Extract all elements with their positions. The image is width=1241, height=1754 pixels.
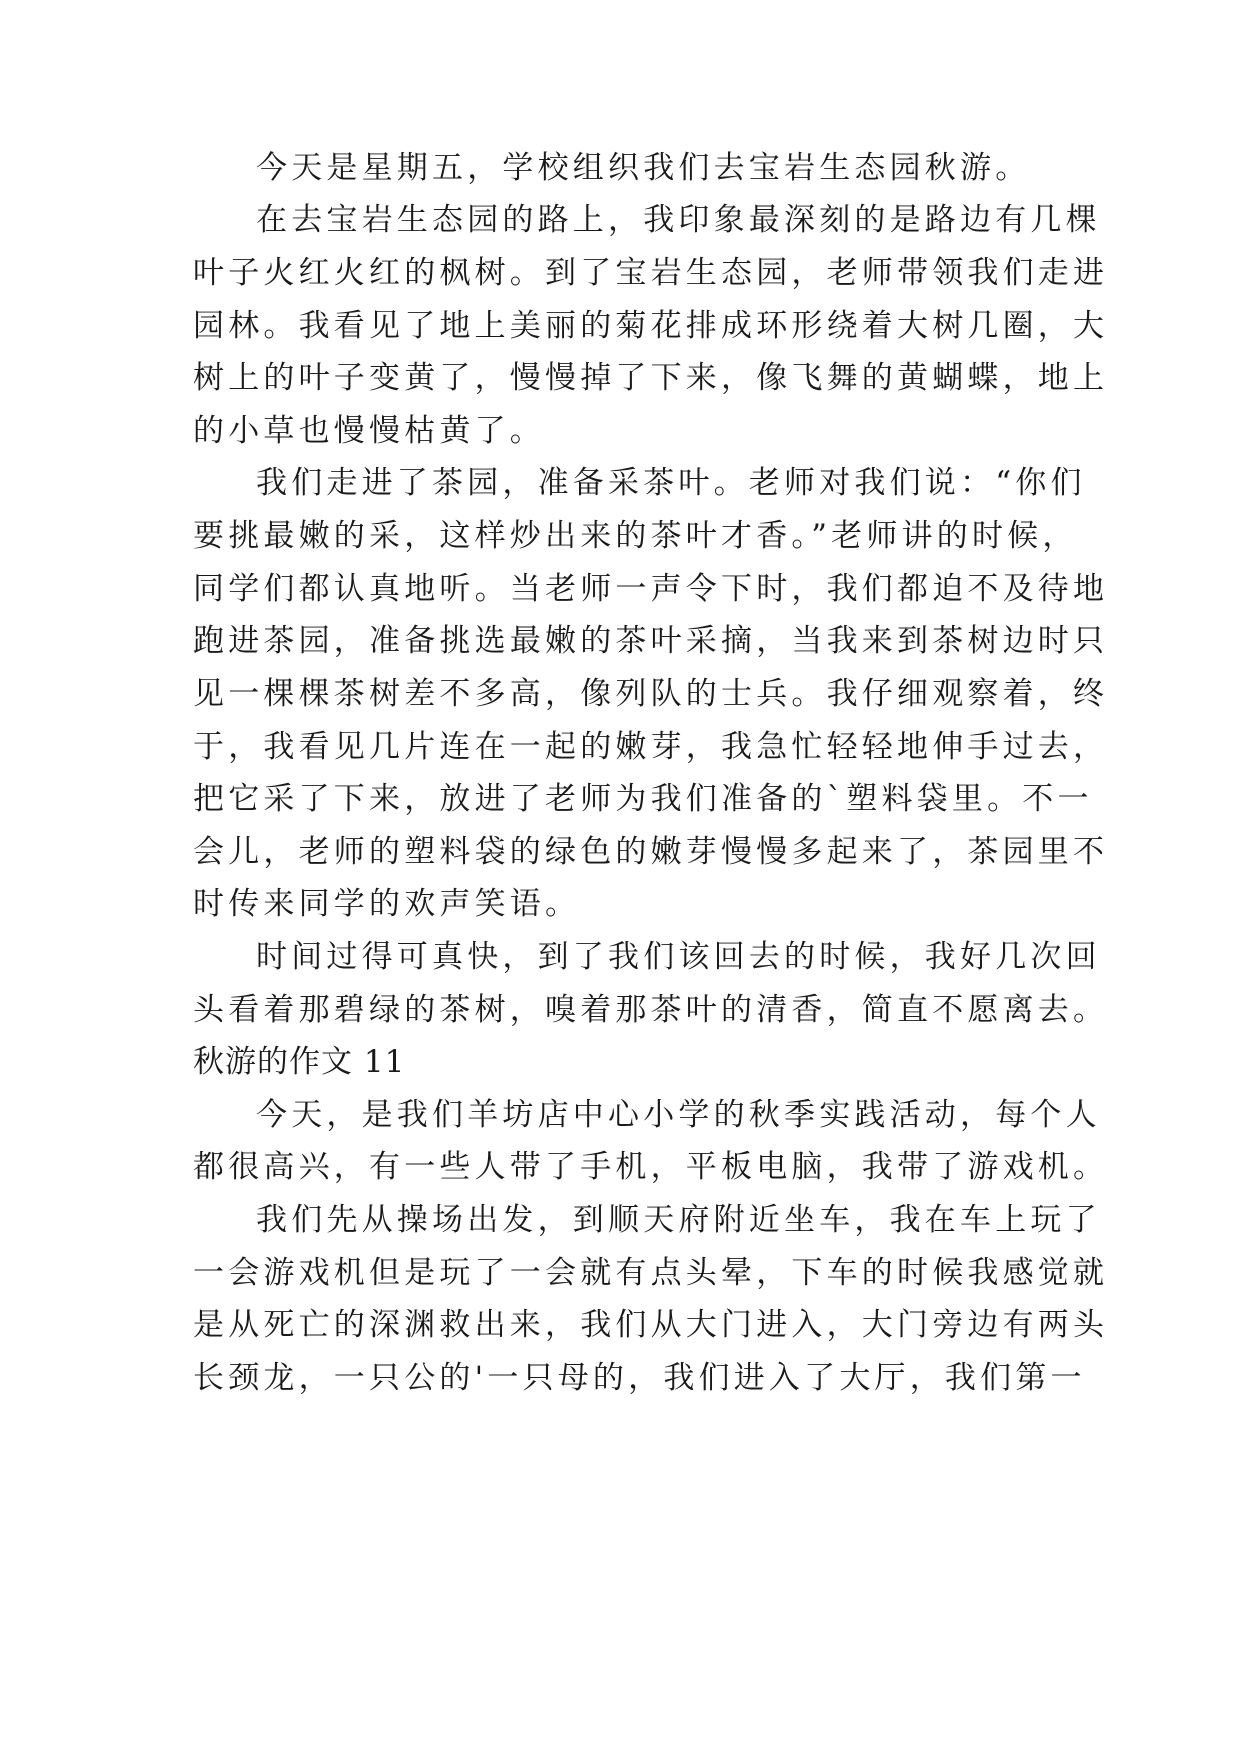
paragraph-6-line-2: 一会游戏机但是玩了一会就有点头晕，下车的时候我感觉就	[193, 1255, 1109, 1291]
paragraph-4-line-2: 头看着那碧绿的茶树，嗅着那茶叶的清香，简直不愿离去。	[193, 992, 1109, 1028]
paragraph-3-line-5: 见一棵棵茶树差不多高，像列队的士兵。我仔细观察着，终	[193, 676, 1109, 712]
paragraph-2-line-4: 树上的叶子变黄了，慢慢掉了下来，像飞舞的黄蝴蝶，地上	[193, 360, 1109, 396]
paragraph-2-line-1: 在去宝岩生态园的路上，我印象最深刻的是路边有几棵	[256, 202, 1101, 238]
paragraph-6-line-1: 我们先从操场出发，到顺天府附近坐车，我在车上玩了	[256, 1202, 1101, 1238]
paragraph-3-line-2: 要挑最嫩的采，这样炒出来的茶叶才香。”老师讲的时候，	[193, 518, 1078, 554]
paragraph-2-line-3: 园林。我看见了地上美丽的菊花排成环形绕着大树几圈，大	[193, 308, 1109, 344]
paragraph-3-line-1: 我们走进了茶园，准备采茶叶。老师对我们说：“你们	[256, 465, 1086, 501]
paragraph-2-line-2: 叶子火红火红的枫树。到了宝岩生态园，老师带领我们走进	[193, 255, 1109, 291]
paragraph-3-line-8: 会儿，老师的塑料袋的绿色的嫩芽慢慢多起来了，茶园里不	[193, 834, 1109, 870]
paragraph-3-line-7: 把它采了下来，放进了老师为我们准备的`塑料袋里。不一	[193, 781, 1093, 817]
paragraph-5-line-1: 今天，是我们羊坊店中心小学的秋季实践活动，每个人	[256, 1097, 1101, 1133]
paragraph-4-line-1: 时间过得可真快，到了我们该回去的时候，我好几次回	[256, 939, 1101, 975]
section-heading: 秋游的作文 11	[193, 1044, 406, 1080]
paragraph-3-line-6: 于，我看见几片连在一起的嫩芽，我急忙轻轻地伸手过去，	[193, 729, 1109, 765]
paragraph-3-line-9: 时传来同学的欢声笑语。	[193, 886, 581, 922]
paragraph-2-line-5: 的小草也慢慢枯黄了。	[193, 413, 545, 449]
paragraph-1-line-1: 今天是星期五，学校组织我们去宝岩生态园秋游。	[256, 150, 1031, 186]
paragraph-3-line-4: 跑进茶园，准备挑选最嫩的茶叶采摘，当我来到茶树边时只	[193, 623, 1109, 659]
paragraph-5-line-2: 都很高兴，有一些人带了手机，平板电脑，我带了游戏机。	[193, 1149, 1109, 1185]
paragraph-6-line-3: 是从死亡的深渊救出来，我们从大门进入，大门旁边有两头	[193, 1307, 1109, 1343]
paragraph-3-line-3: 同学们都认真地听。当老师一声令下时，我们都迫不及待地	[193, 571, 1109, 607]
paragraph-6-line-4: 长颈龙，一只公的'一只母的，我们进入了大厅，我们第一	[193, 1360, 1086, 1396]
